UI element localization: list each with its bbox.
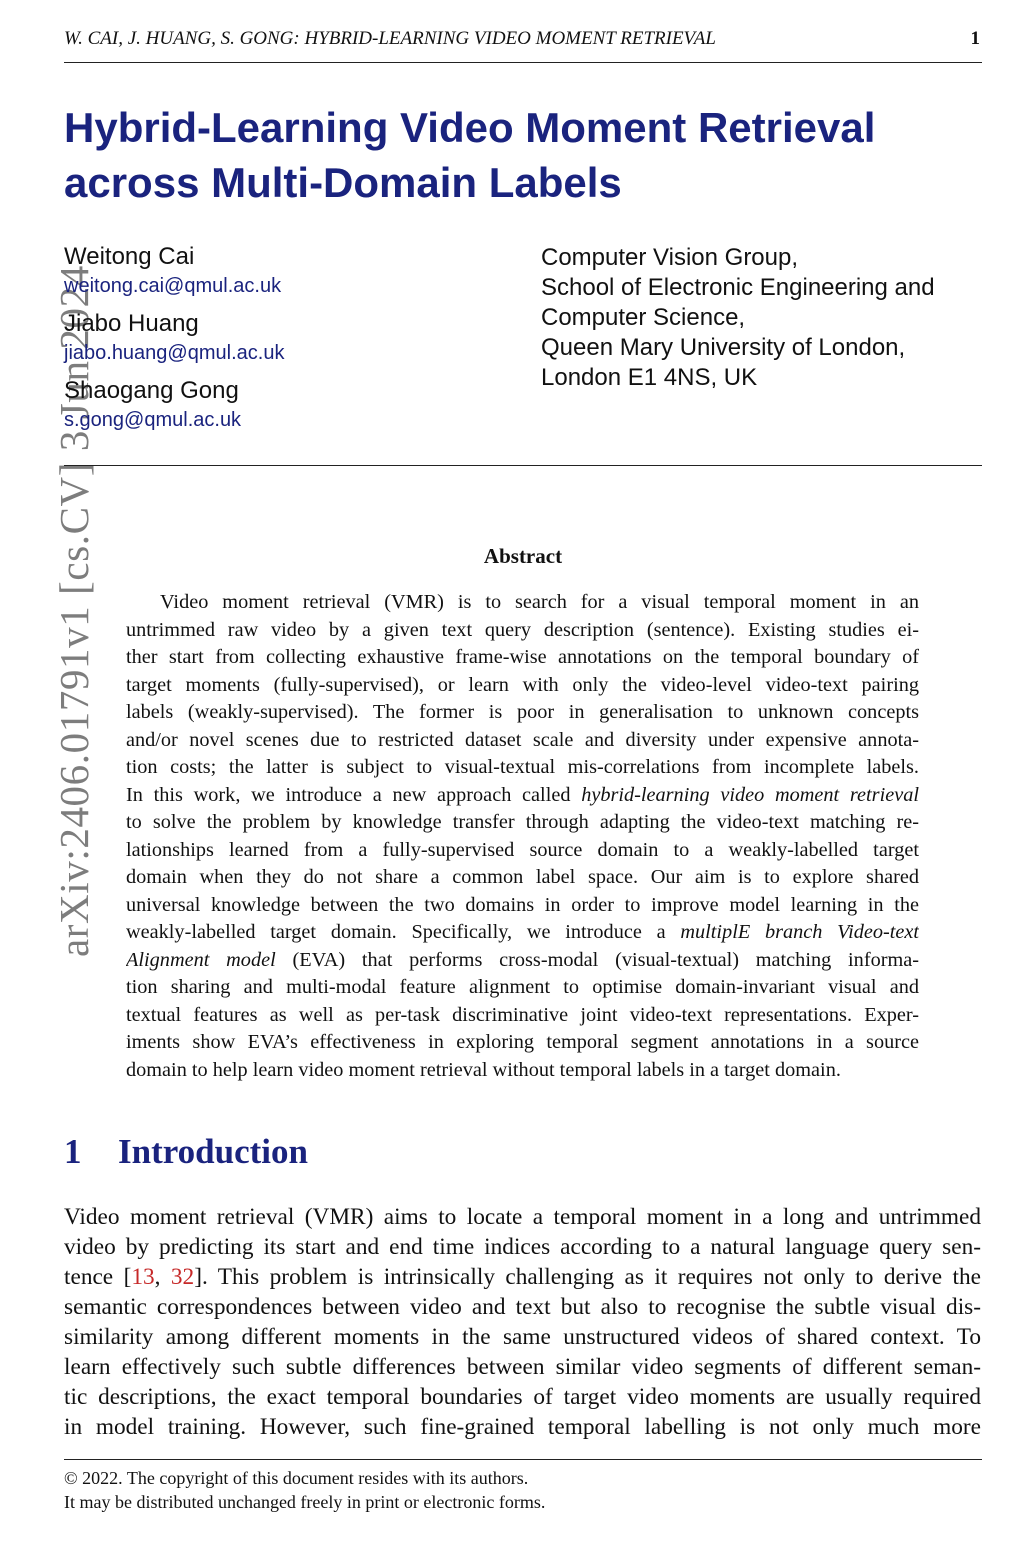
- body-line: similarity among different moments in the same unstructured videos of shared context. To: [64, 1324, 981, 1350]
- affiliation: [541, 243, 981, 393]
- header-rule: [64, 62, 982, 63]
- arxiv-stamp: arXiv:2406.01791v1 [cs.CV] 3 Jun 2024: [51, 265, 97, 957]
- footnote-line: It may be distributed unchanged freely in print or electronic forms.: [64, 1492, 546, 1512]
- copyright-footnote: [64, 1466, 545, 1514]
- body-line: Video moment retrieval (VMR) aims to locate a temporal moment in a long and untrimmed: [64, 1204, 981, 1230]
- running-head-title: W. CAI, J. HUANG, S. GONG: HYBRID-LEARNING VIDEO MOMENT RETRIEVAL: [64, 28, 716, 49]
- paper-title: [64, 100, 964, 210]
- abstract-line: [126, 782, 919, 810]
- abstract-line: labels (weakly-supervised). The former is poor in generalisation to unknown concepts: [126, 701, 919, 723]
- author-email-link[interactable]: jiabo.huang@qmul.ac.uk: [64, 342, 285, 364]
- abstract-line: target moments (fully-supervised), or learn with only the video-level video-text pairing: [126, 673, 919, 696]
- author-name: Shaogang Gong: [64, 377, 239, 404]
- footnote-line: © 2022. The copyright of this document resides with its authors.: [64, 1468, 529, 1488]
- affiliation-line: Computer Vision Group,: [541, 244, 799, 271]
- abstract-text: weakly-labelled target domain. Specifically, we introduce a: [126, 921, 681, 943]
- abstract-line: tion sharing and multi-modal feature alignment to optimise domain-invariant visual and: [126, 976, 919, 998]
- paper-title-line-1: Hybrid-Learning Video Moment Retrieval: [64, 104, 876, 151]
- body-line: tic descriptions, the exact temporal boundaries of target video moments are usually required: [64, 1384, 981, 1410]
- abstract-emphasis: multiplE branch Video-text: [680, 921, 919, 943]
- abstract-line: domain when they do not share a common label space. Our aim is to explore shared: [126, 866, 919, 888]
- body-line: video by predicting its start and end time indices according to a natural language query sen-: [64, 1234, 981, 1260]
- affiliation-line: Computer Science,: [541, 304, 746, 331]
- section-heading-introduction: [64, 1132, 308, 1172]
- author-email-link[interactable]: s.gong@qmul.ac.uk: [64, 409, 242, 431]
- abstract-line: Video moment retrieval (VMR) is to search for a visual temporal moment in an: [160, 591, 919, 613]
- affiliation-line: Queen Mary University of London,: [541, 334, 906, 361]
- title-block-rule: [64, 465, 982, 466]
- footnote-rule: [64, 1459, 982, 1460]
- body-line: semantic correspondences between video and text but also to recognise the subtle visual dis-: [64, 1294, 981, 1320]
- section-title: Introduction: [118, 1132, 308, 1171]
- page-number: 1: [970, 28, 980, 49]
- abstract-heading: Abstract: [483, 544, 563, 568]
- body-line: in model training. However, such fine-grained temporal labelling is not only much more: [64, 1414, 981, 1440]
- abstract-line: and/or novel scenes due to restricted dataset scale and diversity under expensive annota-: [126, 728, 919, 751]
- body-line: learn effectively such subtle differences between similar video segments of different seman-: [64, 1354, 981, 1380]
- abstract-text: In this work, we introduce a new approach called: [126, 783, 582, 806]
- body-line: [64, 1262, 981, 1292]
- abstract-line: [126, 947, 919, 975]
- author-name: Jiabo Huang: [64, 310, 199, 337]
- running-head: [64, 28, 982, 52]
- body-text: tence [: [64, 1264, 132, 1290]
- abstract-line: to solve the problem by knowledge transfer through adapting the video-text matching re-: [126, 811, 919, 833]
- abstract-line: ther start from collecting exhaustive frame-wise annotations on the temporal boundary of: [126, 646, 919, 668]
- author-email-link[interactable]: weitong.cai@qmul.ac.uk: [64, 275, 282, 297]
- abstract-line: untrimmed raw video by a given text query description (sentence). Existing studies ei-: [126, 618, 919, 641]
- body-text: ,: [154, 1264, 171, 1290]
- affiliation-line: School of Electronic Engineering and: [541, 274, 935, 301]
- abstract-emphasis: Alignment model: [126, 948, 276, 971]
- abstract-line: domain to help learn video moment retrieval without temporal labels in a target domain.: [126, 1058, 841, 1081]
- abstract-line: textual features as well as per-task discriminative joint video-text representations. Exper-: [126, 1003, 919, 1026]
- introduction-body: [64, 1202, 981, 1442]
- abstract-line: tion costs; the latter is subject to visual-textual mis-correlations from incomplete labels.: [126, 756, 919, 778]
- affiliation-line: London E1 4NS, UK: [541, 364, 758, 391]
- abstract-line: lationships learned from a fully-supervised source domain to a weakly-labelled target: [126, 838, 919, 861]
- abstract-line: universal knowledge between the two domains in order to improve model learning in the: [126, 893, 919, 916]
- author-name: Weitong Cai: [64, 243, 195, 270]
- abstract-body: [126, 589, 919, 1084]
- paper-title-line-2: across Multi-Domain Labels: [64, 159, 622, 206]
- body-text: ]. This problem is intrinsically challenging as it requires not only to derive the: [194, 1264, 981, 1290]
- section-number: 1: [64, 1132, 82, 1171]
- citation-link[interactable]: 13: [131, 1264, 155, 1290]
- citation-link[interactable]: 32: [170, 1264, 195, 1290]
- author-list: [64, 242, 484, 443]
- abstract-text: (EVA) that performs cross-modal (visual-textual) matching informa-: [275, 948, 919, 971]
- abstract-line: [126, 919, 919, 947]
- abstract-emphasis: hybrid-learning video moment retrieval: [581, 783, 919, 806]
- abstract-line: iments show EVA’s effectiveness in exploring temporal segment annotations in a source: [126, 1031, 919, 1053]
